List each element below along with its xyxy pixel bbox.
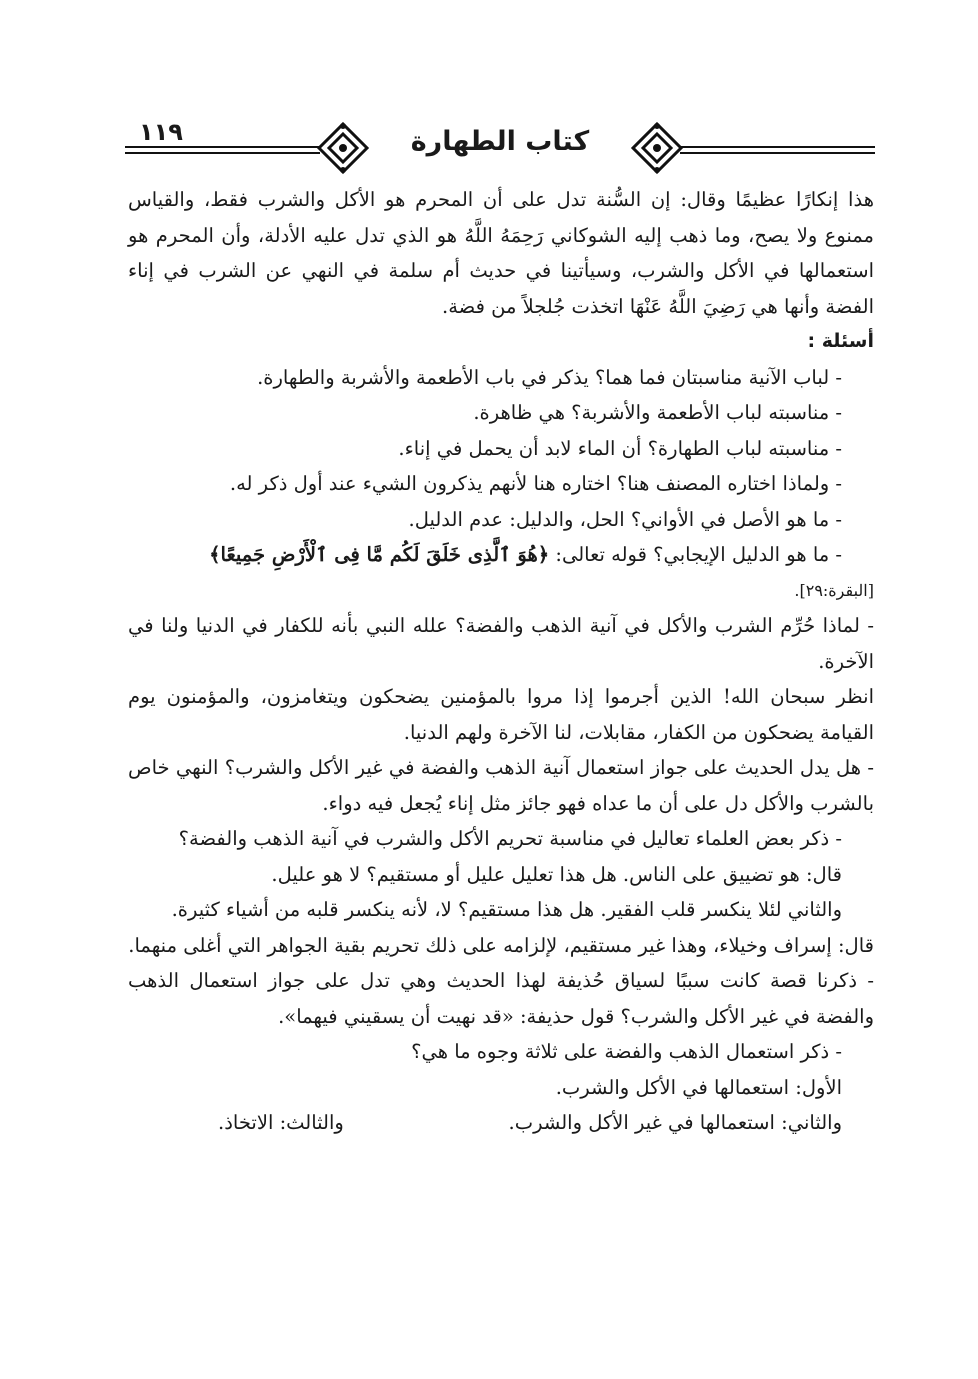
line-g: - ذكر استعمال الذهب والفضة على ثلاثة وجوه ما هي؟ bbox=[411, 1040, 842, 1063]
question-item: - لباب الآنية مناسبتان فما هما؟ يذكر في باب الأطعمة والأشربة والطهارة. bbox=[257, 365, 842, 389]
line-g: الأول: استعمالها في الأكل والشرب. bbox=[555, 1075, 842, 1099]
paragraph-f: - ذكرنا قصة كانت سببًا لسياق حُذيفة لهذا الحديث وهي تدل على جواز استعمال الذهب والفضة في غير الأكل والشرب؟ قول حذيفة: «قد نهيت أن يسقيني فيهما». bbox=[128, 969, 874, 1028]
page-header bbox=[125, 118, 875, 178]
page-number: ١١٩ bbox=[139, 118, 183, 146]
question-item: - مناسبته لباب الأطعمة والأشربة؟ هي ظاهرة. bbox=[473, 401, 842, 424]
last-line-left: والثالث: الاتخاذ. bbox=[218, 1111, 344, 1134]
question-item: - مناسبته لباب الطهارة؟ أن الماء لابد أن يحمل في إناء. bbox=[398, 436, 842, 460]
last-line-right: والثاني: استعمالها في غير الأكل والشرب. bbox=[508, 1111, 842, 1134]
page-body bbox=[128, 182, 874, 1141]
paragraph-b: انظر سبحان الله! الذين أجرموا إذا مروا بالمؤمنين يضحكون ويتغامزون، والمؤمنون يوم القيامة يضحكون من الكفار، مقابلات، لنا الآخرة ولهم الدنيا. bbox=[128, 685, 874, 744]
paragraph-intro: هذا إنكارًا عظيمًا وقال: إن السُّنة تدل على أن المحرم هو الأكل والشرب فقط، والقياس ممنوع ولا يصح، وما ذهب إليه الشوكاني رَحِمَهُ اللَّهُ هو الذي تدل عليه الأدلة، وأن المحرم هو استعمالها في الأكل والشرب، وسيأتينا في حديث أم سلمة في النهي عن الشرب في إناء الفضة وأنها هي رَضِيَ اللَّهُ عَنْهَا اتخذت جُلجلاً من فضة. bbox=[128, 188, 874, 318]
verse-reference: [البقرة:٢٩]. bbox=[794, 580, 874, 600]
verse-question-text: - ما هو الدليل الإيجابي؟ قوله تعالى: bbox=[555, 543, 842, 566]
paragraph-e: قال: إسراف وخيلاء، وهذا غير مستقيم، لإلزامه على ذلك تحريم بقية الجواهر التي أغلى منهما. bbox=[128, 933, 874, 957]
line-d: قال: هو تضييق على الناس. هل هذا تعليل عليل أو مستقيم؟ لا هو عليل. bbox=[271, 862, 842, 886]
verse-question bbox=[128, 537, 874, 573]
quran-verse: ﴿هُوَ ٱلَّذِى خَلَقَ لَكُم مَّا فِى ٱلْأَرْضِ جَمِيعًا﴾ bbox=[209, 543, 550, 566]
paragraph-a: - لماذا حُرِّم الشرب والأكل في آنية الذهب والفضة؟ علله النبي بأنه للكفار في الدنيا ولنا في الآخرة. bbox=[128, 614, 874, 673]
last-line bbox=[128, 1105, 874, 1141]
running-title: كتاب الطهارة bbox=[410, 126, 590, 157]
paragraph-c: - هل يدل الحديث على جواز استعمال آنية الذهب والفضة في غير الأكل والشرب؟ النهي خاص بالشرب والأكل دل على أن ما عداه فهو جائز مثل إناء يُجعل فيه دواء. bbox=[128, 756, 874, 815]
question-item: - ولماذا اختاره المصنف هنا؟ اختاره هنا لأنهم يذكرون الشيء عند أول ذكر له. bbox=[229, 472, 842, 495]
line-d: والثاني لئلا ينكسر قلب الفقير. هل هذا مستقيم؟ لا، لأنه ينكسر قلبه من أشياء كثيرة. bbox=[171, 898, 842, 921]
question-item: - ما هو الأصل في الأواني؟ الحل، والدليل: عدم الدليل. bbox=[408, 507, 842, 531]
questions-heading: أسئلة : bbox=[807, 330, 874, 352]
line-d: - ذكر بعض العلماء تعاليل في مناسبة تحريم الأكل والشرب في آنية الذهب والفضة؟ bbox=[178, 827, 842, 850]
